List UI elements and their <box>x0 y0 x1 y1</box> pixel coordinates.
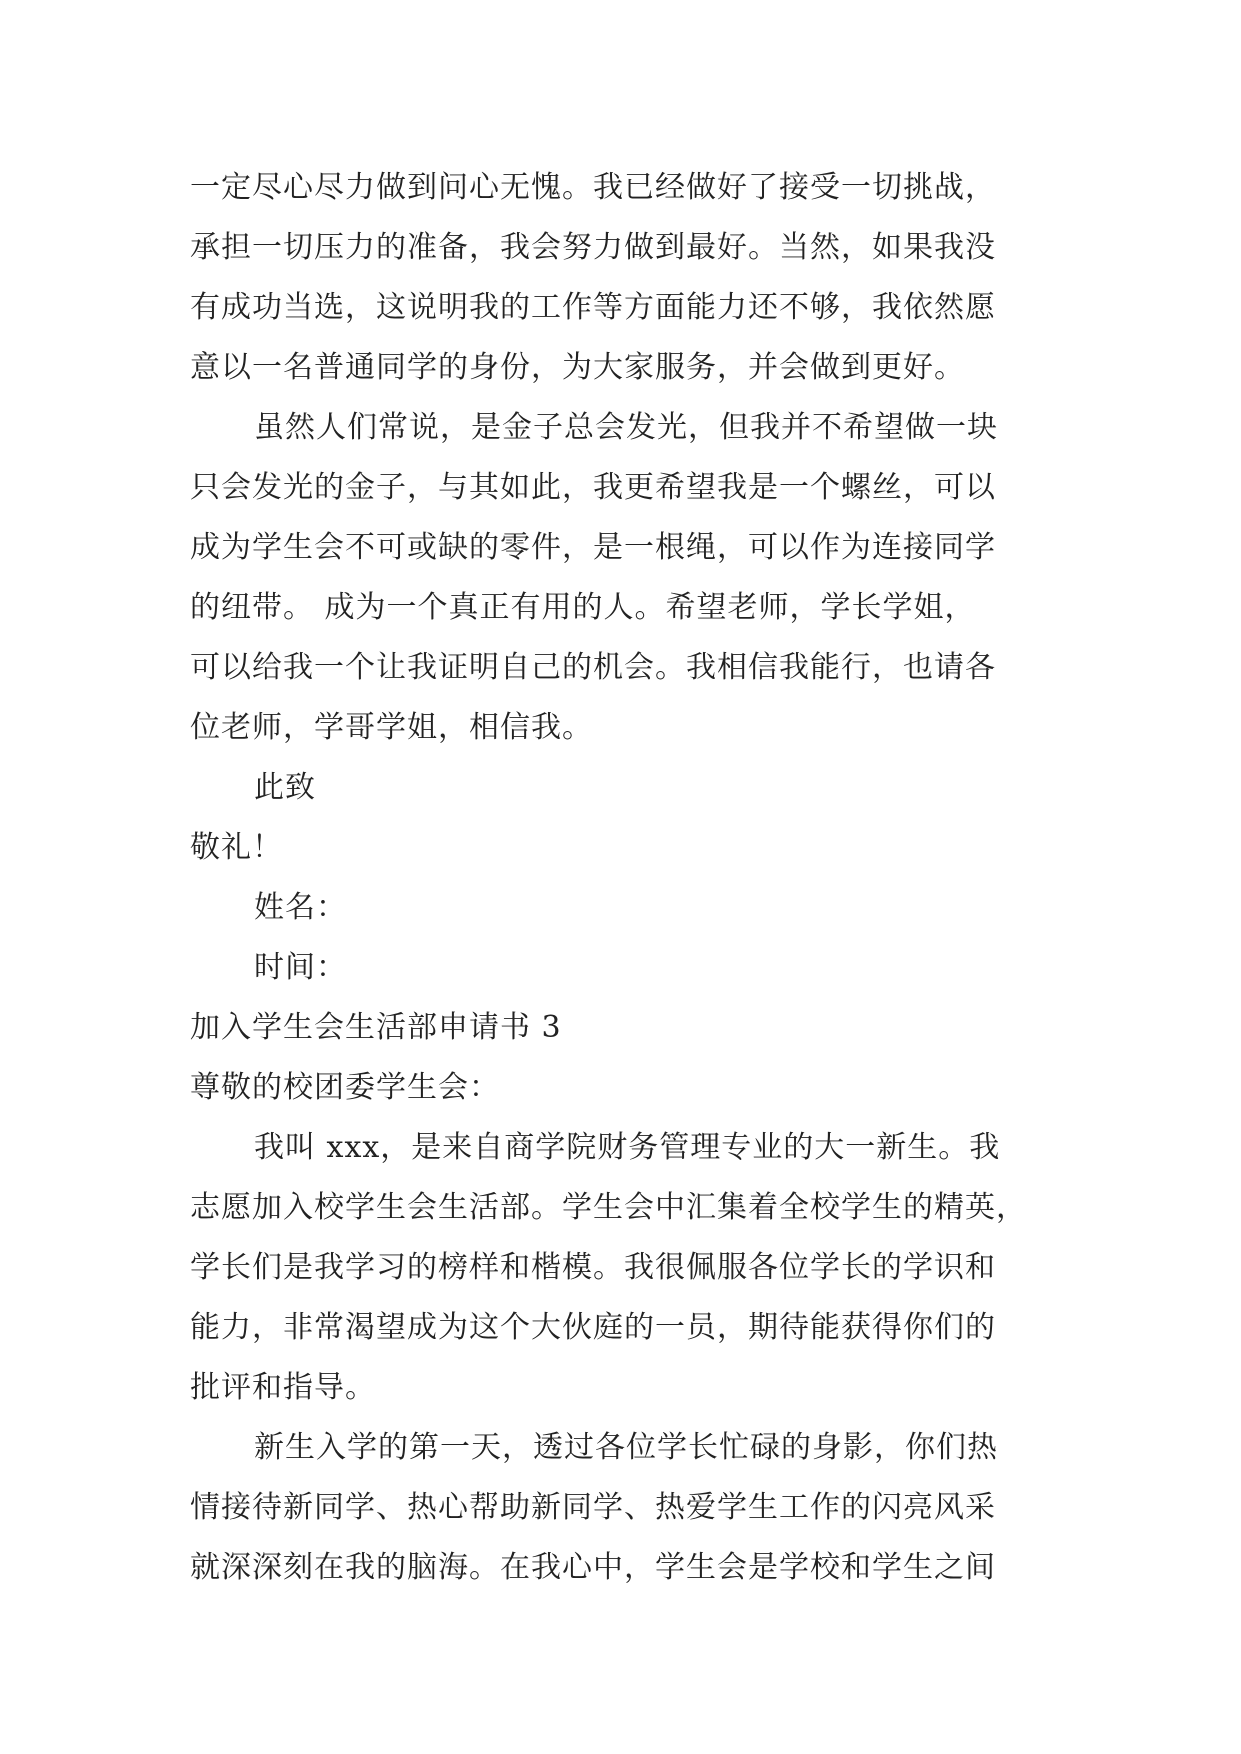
document-body <box>190 158 1060 1598</box>
text-line: 位老师，学哥学姐，相信我。 <box>190 710 593 745</box>
text-line: 批评和指导。 <box>190 1370 376 1405</box>
text-line: 虽然人们常说，是金子总会发光，但我并不希望做一块 <box>254 410 998 445</box>
text-line: 就深深刻在我的脑海。在我心中，学生会是学校和学生之间 <box>190 1550 996 1585</box>
text-line: 能力，非常渴望成为这个大伙庭的一员，期待能获得你们的 <box>190 1310 996 1345</box>
text-line: 一定尽心尽力做到问心无愧。我已经做好了接受一切挑战， <box>190 170 996 205</box>
text-line: 姓名： <box>254 890 347 925</box>
text-line: 志愿加入校学生会生活部。学生会中汇集着全校学生的精英， <box>190 1190 1027 1225</box>
text-line: 敬礼！ <box>190 830 283 865</box>
text-line: 可以给我一个让我证明自己的机会。我相信我能行，也请各 <box>190 650 996 685</box>
text-line: 承担一切压力的准备，我会努力做到最好。当然，如果我没 <box>190 230 996 265</box>
text-line: 我叫 xxx，是来自商学院财务管理专业的大一新生。我 <box>254 1130 1001 1165</box>
text-line: 情接待新同学、热心帮助新同学、热爱学生工作的闪亮风采 <box>190 1490 996 1525</box>
text-line: 此致 <box>254 770 316 805</box>
text-line: 有成功当选，这说明我的工作等方面能力还不够，我依然愿 <box>190 290 996 325</box>
text-line: 成为学生会不可或缺的零件，是一根绳，可以作为连接同学 <box>190 530 996 565</box>
text-line: 加入学生会生活部申请书 3 <box>190 1010 562 1045</box>
text-line: 时间： <box>254 950 347 985</box>
text-line: 尊敬的校团委学生会： <box>190 1070 500 1105</box>
text-line: 意以一名普通同学的身份，为大家服务，并会做到更好。 <box>190 350 965 385</box>
text-line: 新生入学的第一天，透过各位学长忙碌的身影，你们热 <box>254 1430 998 1465</box>
text-line: 学长们是我学习的榜样和楷模。我很佩服各位学长的学识和 <box>190 1250 996 1285</box>
text-line: 的纽带。 成为一个真正有用的人。希望老师，学长学姐， <box>190 590 976 625</box>
text-line: 只会发光的金子，与其如此，我更希望我是一个螺丝，可以 <box>190 470 996 505</box>
